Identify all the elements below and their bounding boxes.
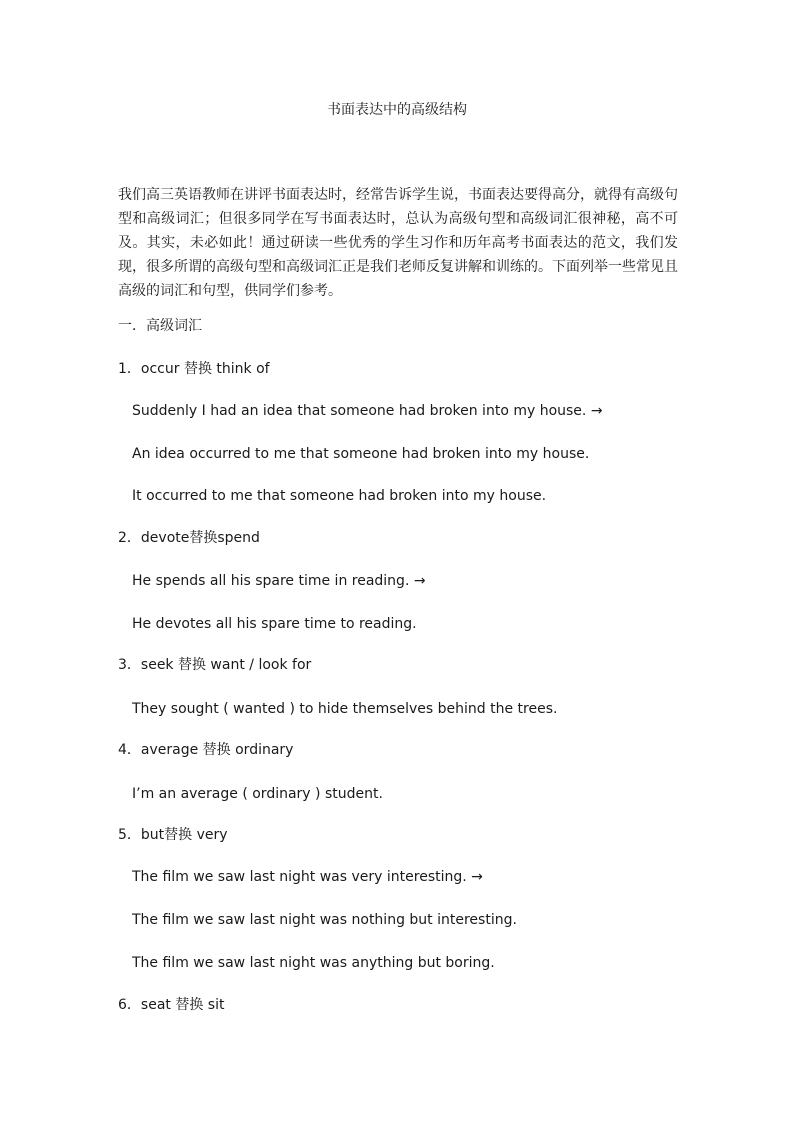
example-sentence: The film we saw last night was anything but boring. [132, 955, 495, 971]
intro-paragraph: 我们高三英语教师在讲评书面表达时，经常告诉学生说，书面表达要得高分，就得有高级句型和高级词汇；但很多同学在写书面表达时，总认为高级句型和高级词汇很神秘，高不可及。其实，未必如此！通过研读一些优秀的学生习作和历年高考书面表达的范文，我们发现，很多所谓的高级句型和高级词汇正是我们老师反复讲解和训练的。下面列举一些常见且高级的词汇和句型，供同学们参考。 [118, 187, 678, 299]
item-heading-5: 5．but替换 very [118, 827, 228, 843]
document-title: 书面表达中的高级结构 [327, 102, 467, 118]
item-heading-1: 1．occur 替换 think of [118, 361, 270, 377]
example-sentence: The film we saw last night was very interesting. → [132, 869, 483, 885]
example-sentence: They sought ( wanted ) to hide themselves behind the trees. [132, 701, 558, 717]
example-sentence: An idea occurred to me that someone had broken into my house. [132, 446, 590, 462]
example-sentence: It occurred to me that someone had broken into my house. [132, 488, 547, 504]
example-sentence: He spends all his spare time in reading. → [132, 573, 426, 589]
item-heading-3: 3．seek 替换 want / look for [118, 657, 312, 673]
example-sentence: He devotes all his spare time to reading. [132, 616, 417, 632]
example-sentence: I’m an average ( ordinary ) student. [132, 786, 383, 802]
item-heading-2: 2．devote替换spend [118, 530, 260, 546]
item-heading-4: 4．average 替换 ordinary [118, 742, 294, 758]
example-sentence: The film we saw last night was nothing but interesting. [132, 912, 517, 928]
section-heading: 一．高级词汇 [118, 318, 202, 334]
example-sentence: Suddenly I had an idea that someone had broken into my house. → [132, 403, 603, 419]
item-heading-6: 6．seat 替换 sit [118, 997, 225, 1013]
